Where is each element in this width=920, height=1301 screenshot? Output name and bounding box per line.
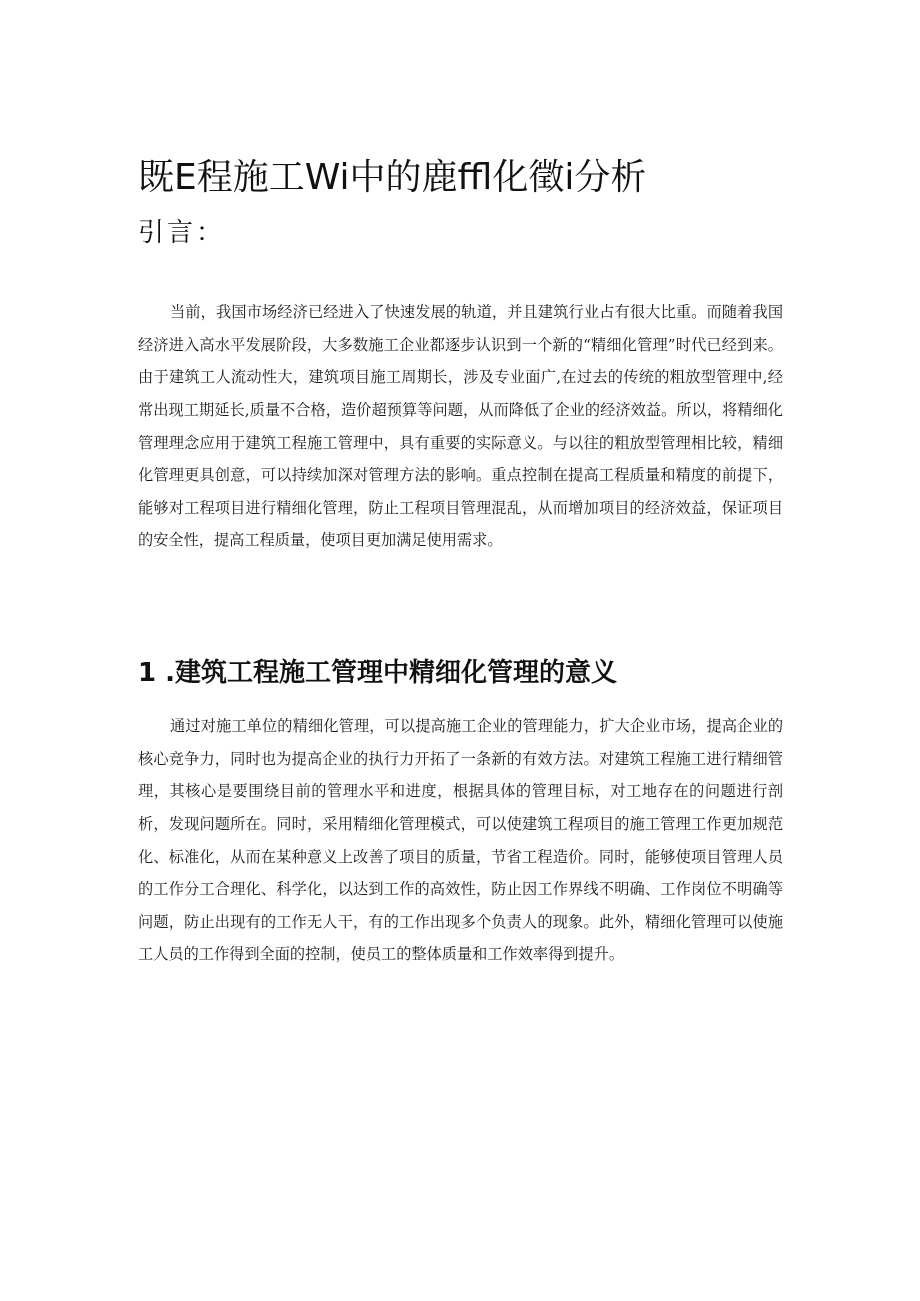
document-title: 既E程施工Wi中的鹿ffl化徵i分析 [138,157,647,199]
section-1-paragraph: 通过对施工单位的精细化管理，可以提高施工企业的管理能力，扩大企业市场，提高企业的核心竞争力，同时也为提高企业的执行力开拓了一条新的有效方法。对建筑工程施工进行精细管理，其核心是要围绕目前的管理水平和进度，根据具体的管理目标，对工地存在的问题进行剖析，发现问题所在。同时，采用精细化管理模式，可以使建筑工程项目的施工管理工作更加规范化、标准化，从而在某种意义上改善了项目的质量，节省工程造价。同时，能够使项目管理人员的工作分工合理化、科学化，以达到工作的高效性，防止因工作界线不明确、工作岗位不明确等问题，防止出现有的工作无人干，有的工作出现多个负责人的现象。此外，精细化管理可以使施工人员的工作得到全面的控制，使员工的整体质量和工作效率得到提升。 [138,717,783,964]
section-1-heading: 1 .建筑工程施工管理中精细化管理的意义 [138,657,618,688]
intro-paragraph: 当前，我国市场经济已经进入了快速发展的轨道，并且建筑行业占有很大比重。而随着我国经济进入高水平发展阶段，大多数施工企业都逐步认识到一个新的“精细化管理”时代已经到来。由于建筑工人流动性大，建筑项目施工周期长，涉及专业面广,在过去的传统的粗放型管理中,经常出现工期延长,质量不合格，造价超预算等问题，从而降低了企业的经济效益。所以，将精细化管理理念应用于建筑工程施工管理中，具有重要的实际意义。与以往的粗放型管理相比较，精细化管理更具创意，可以持续加深对管理方法的影响。重点控制在提高工程质量和精度的前提下，能够对工程项目进行精细化管理，防止工程项目管理混乱，从而增加项目的经济效益，保证项目的安全性，提高工程质量，使项目更加满足使用需求。 [138,303,783,550]
intro-heading: 引言： [138,218,226,248]
